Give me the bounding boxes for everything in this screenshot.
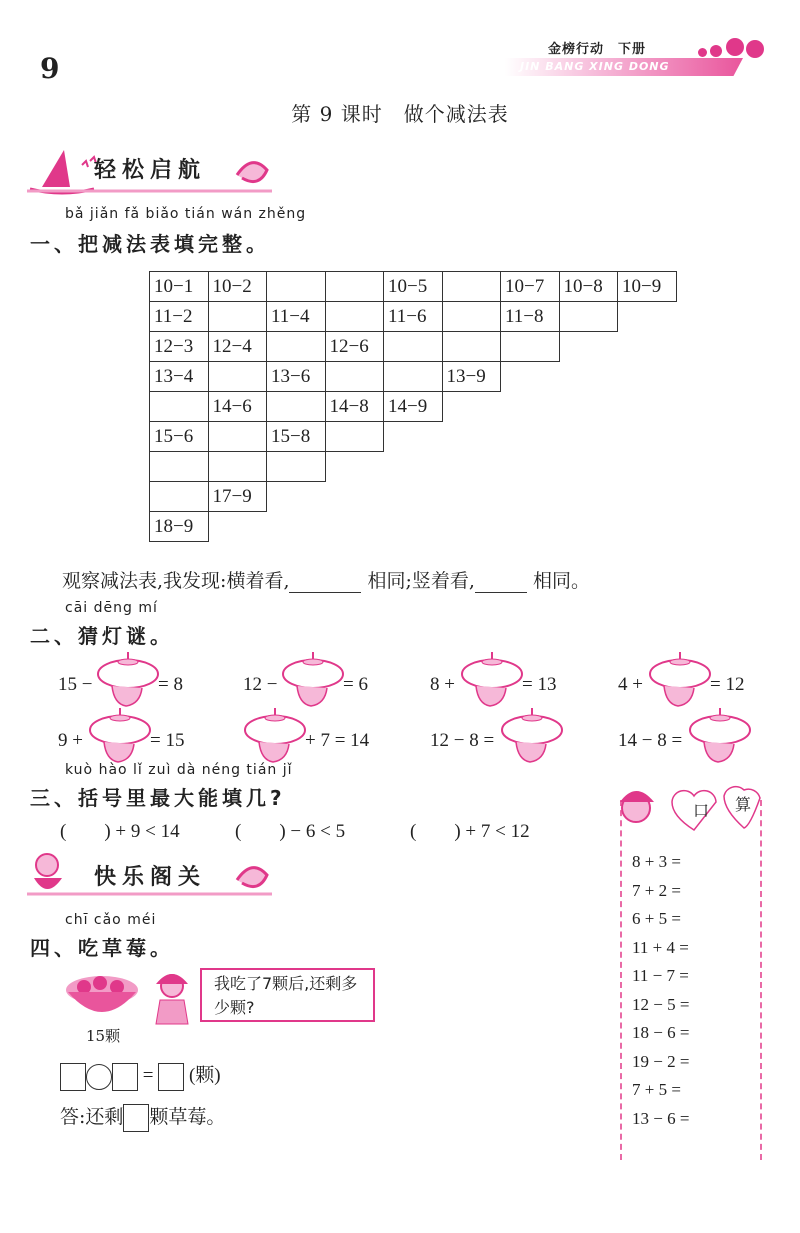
strawberry-bowl-icon bbox=[62, 970, 142, 1022]
table-cell: 12−4 bbox=[208, 332, 267, 362]
table-cell-empty-area bbox=[384, 482, 443, 512]
table-row bbox=[150, 362, 677, 392]
q2-title: 二、猜灯谜。 bbox=[30, 624, 174, 648]
table-cell: 10−9 bbox=[618, 272, 677, 302]
table-cell-blank[interactable] bbox=[325, 272, 384, 302]
table-cell-blank[interactable] bbox=[442, 332, 501, 362]
observe-blank-1[interactable] bbox=[289, 592, 361, 593]
table-cell-empty-area bbox=[559, 362, 618, 392]
table-cell: 13−6 bbox=[267, 362, 326, 392]
q3-title: 三、括号里最大能填几? bbox=[30, 786, 286, 810]
table-cell-empty-area bbox=[618, 332, 677, 362]
table-cell-blank[interactable] bbox=[442, 272, 501, 302]
mental-title-2: 算 bbox=[735, 795, 752, 814]
answer-line bbox=[60, 1102, 225, 1132]
lantern-icon[interactable] bbox=[243, 708, 307, 766]
table-row bbox=[150, 302, 677, 332]
answer-box[interactable] bbox=[123, 1104, 149, 1132]
riddle-left: 12 − 8 = bbox=[430, 730, 495, 751]
table-cell-blank[interactable] bbox=[208, 302, 267, 332]
table-cell-blank[interactable] bbox=[267, 272, 326, 302]
riddle-right: + 7 = 14 bbox=[305, 730, 370, 751]
mental-item[interactable]: 6 + 5 = bbox=[632, 909, 681, 928]
table-cell-blank[interactable] bbox=[267, 452, 326, 482]
table-cell-empty-area bbox=[501, 512, 560, 542]
q3-item-2[interactable]: ( ) − 6 < 5 bbox=[235, 821, 346, 842]
table-cell: 15−6 bbox=[150, 422, 209, 452]
unit-label: (颗) bbox=[188, 1065, 221, 1086]
table-cell: 10−2 bbox=[208, 272, 267, 302]
riddle-right: = 13 bbox=[522, 674, 557, 695]
table-cell-empty-area bbox=[442, 422, 501, 452]
riddle-right: = 8 bbox=[158, 674, 183, 695]
table-cell-empty-area bbox=[442, 512, 501, 542]
equation-box-2[interactable] bbox=[112, 1063, 138, 1091]
table-cell-empty-area bbox=[559, 332, 618, 362]
lantern-icon[interactable] bbox=[688, 708, 752, 766]
table-cell: 11−8 bbox=[501, 302, 560, 332]
table-cell-blank[interactable] bbox=[267, 392, 326, 422]
table-cell-empty-area bbox=[267, 482, 326, 512]
mental-item[interactable]: 11 + 4 = bbox=[632, 937, 689, 957]
table-row bbox=[150, 452, 677, 482]
strawberry-count: 15颗 bbox=[86, 1027, 121, 1045]
banner-start-text: 轻松启航 bbox=[94, 158, 207, 183]
mental-item[interactable]: 19 − 2 = bbox=[632, 1051, 690, 1071]
lesson-title: 第 9 课时 做个减法表 bbox=[291, 102, 509, 126]
riddle-right: = 12 bbox=[710, 674, 745, 695]
mental-item[interactable]: 13 − 6 = bbox=[632, 1108, 690, 1128]
riddle-left: 4 + bbox=[618, 674, 643, 695]
lantern-icon[interactable] bbox=[460, 652, 524, 710]
table-cell: 14−8 bbox=[325, 392, 384, 422]
table-cell: 17−9 bbox=[208, 482, 267, 512]
observe-text-2: 相同;竖着看, bbox=[367, 570, 475, 592]
q3-item-3[interactable]: ( ) + 7 < 12 bbox=[410, 821, 530, 842]
table-cell: 10−5 bbox=[384, 272, 443, 302]
table-cell-empty-area bbox=[501, 362, 560, 392]
table-row bbox=[150, 512, 677, 542]
table-cell: 13−9 bbox=[442, 362, 501, 392]
table-cell-blank[interactable] bbox=[150, 482, 209, 512]
mental-item[interactable]: 11 − 7 = bbox=[632, 966, 689, 985]
q4-title: 四、吃草莓。 bbox=[30, 936, 174, 960]
table-cell: 14−6 bbox=[208, 392, 267, 422]
table-row bbox=[150, 392, 677, 422]
table-cell-empty-area bbox=[208, 512, 267, 542]
table-cell-empty-area bbox=[267, 512, 326, 542]
strawberry-equation bbox=[60, 1060, 221, 1091]
table-cell-empty-area bbox=[501, 482, 560, 512]
table-cell: 11−6 bbox=[384, 302, 443, 332]
equation-box-1[interactable] bbox=[60, 1063, 86, 1091]
observe-line bbox=[62, 566, 590, 593]
table-cell-blank[interactable] bbox=[208, 362, 267, 392]
table-cell-blank[interactable] bbox=[384, 332, 443, 362]
observe-text-1: 观察减法表,我发现:横着看, bbox=[62, 570, 290, 592]
table-cell-blank[interactable] bbox=[325, 422, 384, 452]
table-cell-empty-area bbox=[618, 422, 677, 452]
table-cell-empty-area bbox=[384, 422, 443, 452]
table-cell-blank[interactable] bbox=[325, 302, 384, 332]
table-cell-empty-area bbox=[442, 392, 501, 422]
table-cell-blank[interactable] bbox=[150, 392, 209, 422]
riddle-left: 9 + bbox=[58, 730, 83, 751]
mental-item[interactable]: 7 + 5 = bbox=[632, 1080, 681, 1099]
table-cell: 11−4 bbox=[267, 302, 326, 332]
table-cell-empty-area bbox=[618, 452, 677, 482]
table-cell-empty-area bbox=[559, 482, 618, 512]
q3-item-1[interactable]: ( ) + 9 < 14 bbox=[60, 821, 180, 842]
subtraction-table bbox=[149, 271, 677, 542]
table-cell-empty-area bbox=[325, 482, 384, 512]
riddle-left: 8 + bbox=[430, 674, 455, 695]
table-cell-empty-area bbox=[442, 482, 501, 512]
table-cell-empty-area bbox=[618, 362, 677, 392]
riddle-right: = 6 bbox=[343, 674, 368, 695]
mental-item[interactable]: 12 − 5 = bbox=[632, 994, 690, 1014]
table-row bbox=[150, 272, 677, 302]
banner-levels-text: 快乐阁关 bbox=[94, 865, 207, 890]
table-cell: 12−6 bbox=[325, 332, 384, 362]
mental-item[interactable]: 8 + 3 = bbox=[632, 852, 681, 871]
table-cell-empty-area bbox=[618, 302, 677, 332]
girl-figure-icon bbox=[148, 970, 196, 1026]
equation-result-box[interactable] bbox=[158, 1063, 184, 1091]
brand-subtitle: JIN BANG XING DONG bbox=[520, 60, 670, 73]
speech-text: 我吃了7颗后,还剩多少颗? bbox=[214, 974, 358, 1017]
equals-sign: = bbox=[142, 1065, 154, 1086]
table-cell: 18−9 bbox=[150, 512, 209, 542]
observe-blank-2[interactable] bbox=[475, 592, 527, 593]
banner-levels bbox=[22, 850, 282, 896]
mental-item[interactable]: 18 − 6 = bbox=[632, 1023, 690, 1042]
table-cell-empty-area bbox=[559, 452, 618, 482]
operator-circle[interactable] bbox=[86, 1064, 112, 1090]
table-cell: 13−4 bbox=[150, 362, 209, 392]
table-row bbox=[150, 332, 677, 362]
q1-title: 一、把减法表填完整。 bbox=[30, 232, 270, 256]
table-cell-empty-area bbox=[384, 512, 443, 542]
table-row bbox=[150, 422, 677, 452]
mental-item[interactable]: 7 + 2 = bbox=[632, 880, 681, 900]
q2-pinyin: cāi dēng mí bbox=[65, 600, 158, 616]
table-cell-blank[interactable] bbox=[325, 362, 384, 392]
lantern-icon[interactable] bbox=[96, 652, 160, 710]
lantern-icon[interactable] bbox=[281, 652, 345, 710]
table-cell-blank[interactable] bbox=[208, 452, 267, 482]
mental-title-1: 口 bbox=[693, 801, 710, 820]
table-cell-empty-area bbox=[501, 422, 560, 452]
lantern-icon[interactable] bbox=[648, 652, 712, 710]
table-row bbox=[150, 482, 677, 512]
table-cell-empty-area bbox=[559, 422, 618, 452]
table-cell: 10−7 bbox=[501, 272, 560, 302]
decor-dots bbox=[690, 34, 770, 64]
table-cell-empty-area bbox=[501, 392, 560, 422]
table-cell: 15−8 bbox=[267, 422, 326, 452]
table-cell-empty-area bbox=[618, 512, 677, 542]
table-cell-empty-area bbox=[325, 512, 384, 542]
table-cell: 12−3 bbox=[150, 332, 209, 362]
q1-pinyin: bǎ jiǎn fǎ biǎo tián wán zhěng bbox=[65, 206, 307, 222]
table-cell-blank[interactable] bbox=[501, 332, 560, 362]
table-cell-blank[interactable] bbox=[442, 302, 501, 332]
table-cell-empty-area bbox=[325, 452, 384, 482]
table-cell-blank[interactable] bbox=[384, 362, 443, 392]
banner-start bbox=[22, 145, 282, 191]
table-cell-empty-area bbox=[501, 452, 560, 482]
riddle-left: 12 − bbox=[243, 674, 278, 695]
table-cell-blank[interactable] bbox=[267, 332, 326, 362]
answer-text-1: 答:还剩 bbox=[60, 1106, 124, 1128]
table-cell: 10−1 bbox=[150, 272, 209, 302]
riddle-right: = 15 bbox=[150, 730, 185, 751]
table-cell-empty-area bbox=[384, 452, 443, 482]
table-cell-empty-area bbox=[618, 392, 677, 422]
q4-pinyin: chī cǎo méi bbox=[65, 912, 157, 928]
lantern-icon[interactable] bbox=[88, 708, 152, 766]
table-cell-blank[interactable] bbox=[150, 452, 209, 482]
q3-pinyin: kuò hào lǐ zuì dà néng tián jǐ bbox=[65, 762, 293, 778]
table-cell-blank[interactable] bbox=[208, 422, 267, 452]
table-cell: 11−2 bbox=[150, 302, 209, 332]
riddle-left: 14 − 8 = bbox=[618, 730, 683, 751]
riddle-left: 15 − bbox=[58, 674, 93, 695]
table-cell: 14−9 bbox=[384, 392, 443, 422]
table-cell-empty-area bbox=[559, 512, 618, 542]
observe-text-3: 相同。 bbox=[533, 570, 591, 592]
page-number: 9 bbox=[40, 52, 60, 85]
table-cell: 10−8 bbox=[559, 272, 618, 302]
brand-title: 金榜行动 下册 bbox=[548, 42, 647, 57]
answer-text-2: 颗草莓。 bbox=[149, 1106, 226, 1128]
table-cell-empty-area bbox=[559, 392, 618, 422]
table-cell-empty-area bbox=[618, 482, 677, 512]
table-cell-blank[interactable] bbox=[559, 302, 618, 332]
lantern-icon[interactable] bbox=[500, 708, 564, 766]
table-cell-empty-area bbox=[442, 452, 501, 482]
